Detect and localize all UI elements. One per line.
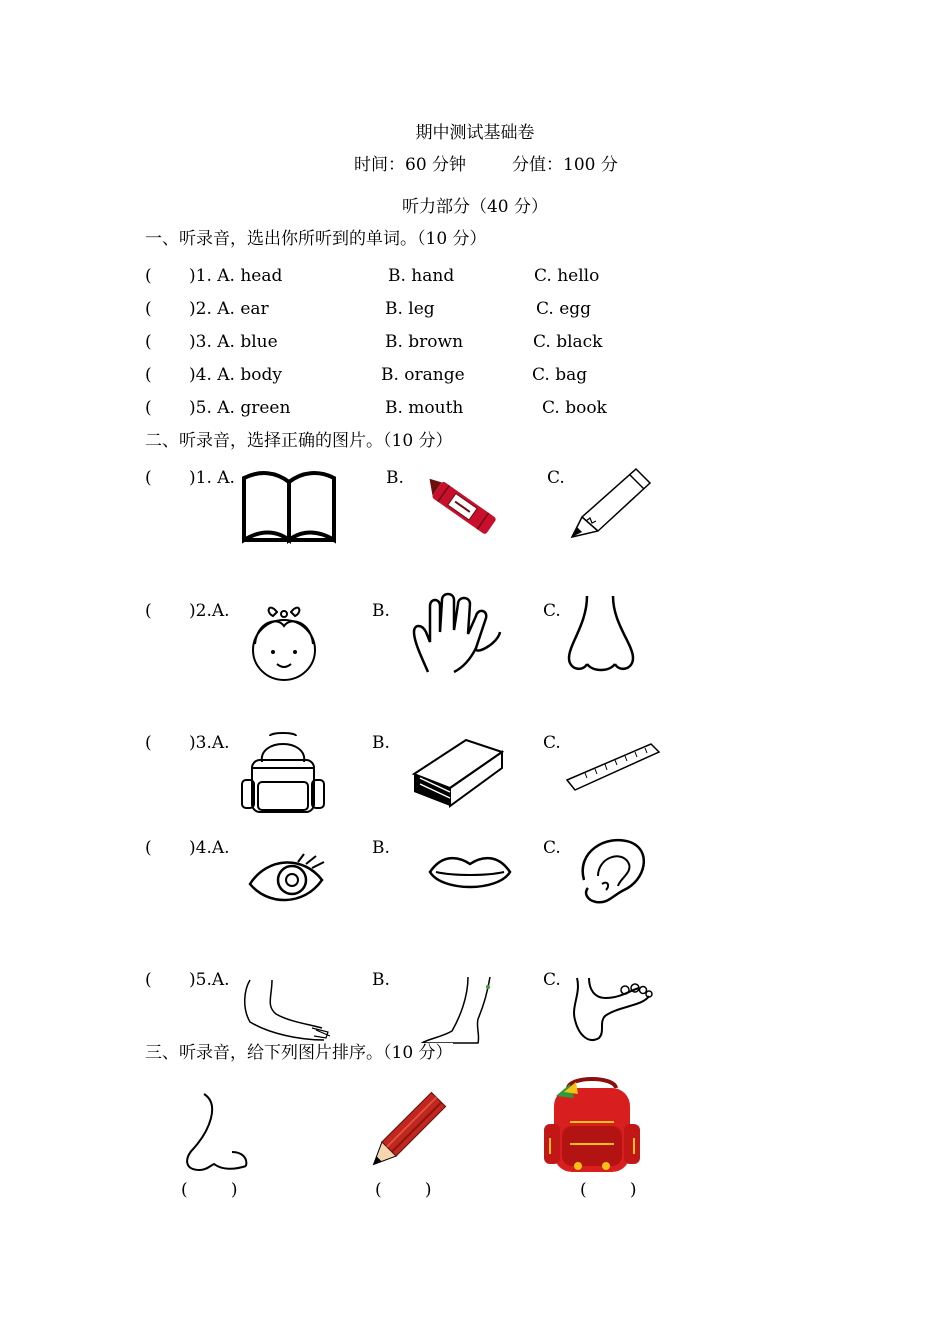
s1-q3-option-c: C. black: [533, 332, 603, 352]
s1-q1-option-c: C. hello: [534, 266, 600, 286]
s3-bracket-1[interactable]: ( ): [181, 1180, 238, 1200]
red-backpack-icon: [540, 1074, 644, 1178]
s2-q5-label-c: C.: [543, 970, 561, 990]
part-title: 听力部分（40 分）: [401, 197, 549, 217]
hand-icon: [410, 592, 502, 674]
s1-q3-bracket[interactable]: (: [145, 332, 152, 352]
s3-bracket-2[interactable]: ( ): [375, 1180, 432, 1200]
section1-heading: 一、听录音，选出你所听到的单词。（10 分）: [145, 229, 487, 249]
s3-bracket-3[interactable]: ( ): [580, 1180, 637, 1200]
s1-q1-bracket[interactable]: (: [145, 266, 152, 286]
s2-q5-label-a: )5.A.: [189, 970, 230, 990]
s2-q1-label-c: C.: [547, 468, 565, 488]
s1-q1-option-b: B. hand: [388, 266, 455, 286]
eye-icon: [248, 850, 328, 908]
ear-icon: [576, 836, 648, 906]
s2-q3-label-c: C.: [543, 733, 561, 753]
section3-heading: 三、听录音，给下列图片排序。（10 分）: [145, 1043, 453, 1063]
backpack-icon: [240, 732, 326, 814]
lips-icon: [428, 852, 512, 896]
s1-q5-bracket[interactable]: (: [145, 398, 152, 418]
s2-q4-bracket[interactable]: (: [145, 838, 152, 858]
s2-q1-label-a: )1. A.: [189, 468, 235, 488]
s2-q2-label-c: C.: [543, 601, 561, 621]
girl-face-icon: [247, 600, 321, 682]
eraser-icon: [410, 736, 504, 808]
s2-q5-bracket[interactable]: (: [145, 970, 152, 990]
pencil-icon: [570, 465, 654, 541]
red-pencil-icon: [360, 1088, 452, 1176]
s1-q2-bracket[interactable]: (: [145, 299, 152, 319]
s1-q1-option-a: )1. A. head: [189, 266, 283, 286]
nose-icon: [180, 1092, 252, 1174]
s1-q5-option-a: )5. A. green: [189, 398, 291, 418]
crayon-icon: [418, 468, 502, 542]
s2-q1-bracket[interactable]: (: [145, 468, 152, 488]
s1-q2-option-b: B. leg: [385, 299, 435, 319]
s1-q4-option-c: C. bag: [532, 365, 588, 385]
s2-q4-label-b: B.: [372, 838, 390, 858]
foot-icon: [565, 976, 653, 1046]
s2-q2-label-a: )2.A.: [189, 601, 230, 621]
s1-q2-option-c: C. egg: [536, 299, 592, 319]
s2-q3-label-a: )3.A.: [189, 733, 230, 753]
s1-q3-option-a: )3. A. blue: [189, 332, 278, 352]
s1-q4-bracket[interactable]: (: [145, 365, 152, 385]
s2-q1-label-b: B.: [386, 468, 404, 488]
s2-q5-label-b: B.: [372, 970, 390, 990]
s2-q4-label-a: )4.A.: [189, 838, 230, 858]
score-info: 分值：100 分: [512, 155, 618, 175]
page-title: 期中测试基础卷: [415, 123, 535, 143]
s1-q5-option-b: B. mouth: [385, 398, 464, 418]
s2-q2-bracket[interactable]: (: [145, 601, 152, 621]
ruler-icon: [565, 742, 661, 792]
arm-icon: [240, 978, 330, 1046]
nose-icon: [565, 594, 637, 674]
s1-q4-option-b: B. orange: [381, 365, 465, 385]
s2-q2-label-b: B.: [372, 601, 390, 621]
s2-q4-label-c: C.: [543, 838, 561, 858]
s2-q3-label-b: B.: [372, 733, 390, 753]
time-info: 时间：60 分钟: [354, 155, 467, 175]
book-icon: [240, 468, 340, 542]
leg-icon: [418, 975, 504, 1047]
s1-q3-option-b: B. brown: [385, 332, 464, 352]
s2-q3-bracket[interactable]: (: [145, 733, 152, 753]
s1-q4-option-a: )4. A. body: [189, 365, 282, 385]
section2-heading: 二、听录音，选择正确的图片。（10 分）: [145, 431, 453, 451]
s1-q5-option-c: C. book: [542, 398, 607, 418]
s1-q2-option-a: )2. A. ear: [189, 299, 269, 319]
